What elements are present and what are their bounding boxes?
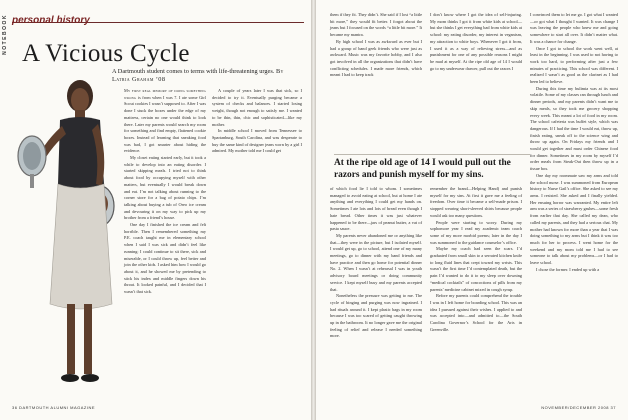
right-column-3	[530, 12, 618, 406]
light-skirt	[50, 184, 112, 309]
right-column-1-top	[330, 12, 422, 150]
paragraph: Before my parents could comprehend the trouble I was in I left home for boarding school. This was an idea I pursued against their wishes. I applied to and was accepted into—and admitted to—the South Carolina Governor’s School for the Arts in Greenville.	[430, 293, 522, 332]
right-shoe	[81, 374, 99, 382]
paragraph: People were starting to worry. During my sophomore year I read my academic team coach some of my more morbid poems; later in the day I was summoned to the guidance counselor’s office.	[430, 219, 522, 245]
paragraph: Maybe my coach had seen the scars. I’d graduated from small skin to a serrated kitchen knife to long fluid lines that crept toward my wrists. This wasn’t the first time I’d contemplated death, but the pain I’d wanted to do it to my sleep over downing “medical cocktails” of concoctions of pills from my parents’ medicine cabinet mixed in cough syrup.	[430, 246, 522, 292]
paragraph: A couple of years later I was that sick, so I decided to try it. Eventually purging became a system of checks and balances. I started losing weight, though not enough to satisfy me. I wanted to be thin, thin, chic and sophisticated—like my mother.	[212, 88, 302, 127]
paragraph: I chose the former. I ended up with a	[536, 266, 600, 272]
notebook-rail-label: NOTEBOOK	[2, 14, 8, 55]
paragraph: them if they fit. They didn’t. She said if I lost “a little bit more,” they would fit better. I forgot about the jeans but I focused on the words “a little bit more.” It became my mantra.	[330, 12, 422, 38]
left-page	[0, 0, 311, 420]
left-folio: 36 DARTMOUTH ALUMNI MAGAZINE	[12, 405, 96, 410]
left-column-2	[212, 88, 302, 400]
right-folio: NOVEMBER/DECEMBER 2008 37	[541, 405, 616, 410]
left-mirror-handle	[30, 174, 34, 188]
pull-quote: At the ripe old age of 14 I would pull out the razors and punish myself for my sins.	[334, 158, 511, 180]
paragraph: I convinced them to let me go. I got what I wanted—or got what I thought I wanted. It was change I was leaving the people who knew me and going somewhere to start all over. It didn’t matter what. It was a chance for change.	[530, 12, 618, 44]
lead-paragraph	[124, 88, 206, 155]
lead-caps: My first real memory of doing something wrong	[124, 88, 206, 100]
article-title: A Vicious Cycle	[22, 40, 190, 67]
pullquote-rule	[334, 154, 530, 155]
paragraph: One day I finished the ice cream and felt horrible. Then I remembered something my P.E. coach taught me in elementary school when I said I was sick and didn’t feel like running: I could continue to sit there, sick and miserable, or I could throw up, feel better and join the other kids. I asked him how I would go about it, and he showed me by pretending to stick his index and middle fingers down his throat. It looked painful, and I decided that I wasn’t that sick.	[124, 222, 206, 295]
right-leg	[84, 304, 92, 374]
section-label: personal history	[12, 15, 90, 26]
deck-text: A Dartmouth student comes to terms with life-threatening urges.	[112, 68, 275, 75]
right-column-2-bottom	[430, 186, 522, 406]
lead-body: is from when I was 7. I ate some Girl Scout cookies I wasn’t supposed to. After I was done I stuck the boxes under the edge of my mattress, certain no one would think to look there. Later my parents would search my room for something and find empty, flattened cookie boxes. Instead of learning that sneaking food was bad, I got smarter about hiding the evidence.	[124, 94, 206, 154]
paragraph: of which food lie I told to whom. I sometimes managed to avoid eating at school, but at home I ate anything and everything I could get my hands on. Sometimes I ate lots and lots of bread even though I hate bread. Other times it was just whatever happened to be there—jars of peanut butter, a vat of pasta sauce.	[330, 186, 422, 232]
woman-with-mirrors-illustration	[12, 74, 124, 396]
left-mirror-reflection	[23, 142, 41, 170]
paragraph: I don’t know where I got the idea of self-injuring. My mom thinks I got it from white kids at school—but she thinks I get everything bad from white kids at school: my eating disorder, my interest in veganism, my attraction to white boys. Whenever I got it from, I used it as a way of relieving stress—and as punishment for one of any possible reasons I might be mad at myself. At the ripe old age of 14 I would go to my underwear drawer, pull out the razors I	[430, 12, 522, 71]
left-column-1	[124, 88, 206, 400]
paragraph: My parents never abandoned me or anything like that—they were in the picture, but I isolated myself. I would get up, go to school, attend one of my many meetings, go to dinner with my band friends and have practice and then go home for potential dinner No. 2. When I wasn’t at rehearsal I was in youth advisory board meetings or doing community service. I kept myself busy and my parents accepted that.	[330, 232, 422, 292]
paragraph: Once I got to school the work went well, at least in the beginning. I was used to not having to work too hard, to performing after just a few minutes of practicing. This school was different. I realized I wasn’t as good as the clarinet as I had been led to believe.	[530, 45, 618, 85]
left-leg	[67, 304, 75, 374]
right-column-2-top	[430, 12, 522, 150]
paragraph: During this time my bulimia was at its most volatile. Some of my classes ran through lunch and dinner periods, and my parents didn’t want me to skip meals, so they took me grocery shopping every week. This meant a lot of food in my room. The school cafeteria was buffet style, which was dangerous. If I had the time I would eat, throw up, finish eating, sneak off to the science wing and throw up again. On Fridays my friends and I would get together and must order Chinese food for dinner. Sometimes in my room by myself I’d order meals from Steak-Out then throw up in a tissue box.	[530, 85, 618, 172]
right-column-1-bottom	[330, 186, 422, 406]
face	[71, 88, 89, 112]
paragraph: Nonetheless the pressure was getting to me. The cycle of binging and purging was now ingrained. I had rituals around it. I kept plastic bags in my room because I was too scared of getting caught throwing up in the bathroom. It no longer gave me the original feeling of relief and release I needed something more.	[330, 293, 422, 339]
left-shoe	[61, 374, 79, 382]
paragraph: remember the brand—Helping Hand) and punish myself for my sins. At first it gave me a feeling of freedom. Over time it became a self-made prison. I stopped wearing short-sleeved shirts because people would ask too many questions.	[430, 186, 522, 218]
byline: By Latria Graham ’08	[112, 68, 284, 83]
right-page	[316, 0, 628, 420]
paragraph: My closet eating started early, but it took a while to develop into an eating disorder. I started skipping meals. I tried not to think about food by occupying myself with other matters, but eventually I would break down and eat. I’m not talking about running to the corner store for a bag of potato chips. I’m talking about buying a tub of Oreo ice cream and devouring it on my way to pick up my brother from a friend’s house.	[124, 155, 206, 221]
section-header	[12, 10, 304, 26]
paragraph: In middle school I moved from Tennessee to Spartanburg, South Carolina, and was desperate to buy the same kind of designer jeans worn by a girl I admired. My mother told me I could get	[212, 128, 302, 154]
paragraph: One day my roommate saw my arms and told the school nurse. I was summoned from European history to Nurse Gail’s office. She asked to see my arms. I resisted. She asked and I finally yielded. Her ensuing horror was warranted. My entire left arm was a series of strawberry gashes—some fresh from earlier that day. She called my dean, who called my parents, and they had a serious chat. My mother had known for more than a year that I was doing something to my arms but I think it was too much for her to process. I went home for the weekend and my mom told me I had to see someone to talk about my problems—or I had to leave school.	[530, 172, 618, 266]
article-deck	[112, 68, 302, 84]
paragraph: By high school I was as awkward as ever but I had a group of band geek friends who were just as awkward. Music was my favorite hobby, and I also got involved in all the organizations that didn’t have conflicting schedules. I made more friends, which meant I had to keep track	[330, 38, 422, 78]
